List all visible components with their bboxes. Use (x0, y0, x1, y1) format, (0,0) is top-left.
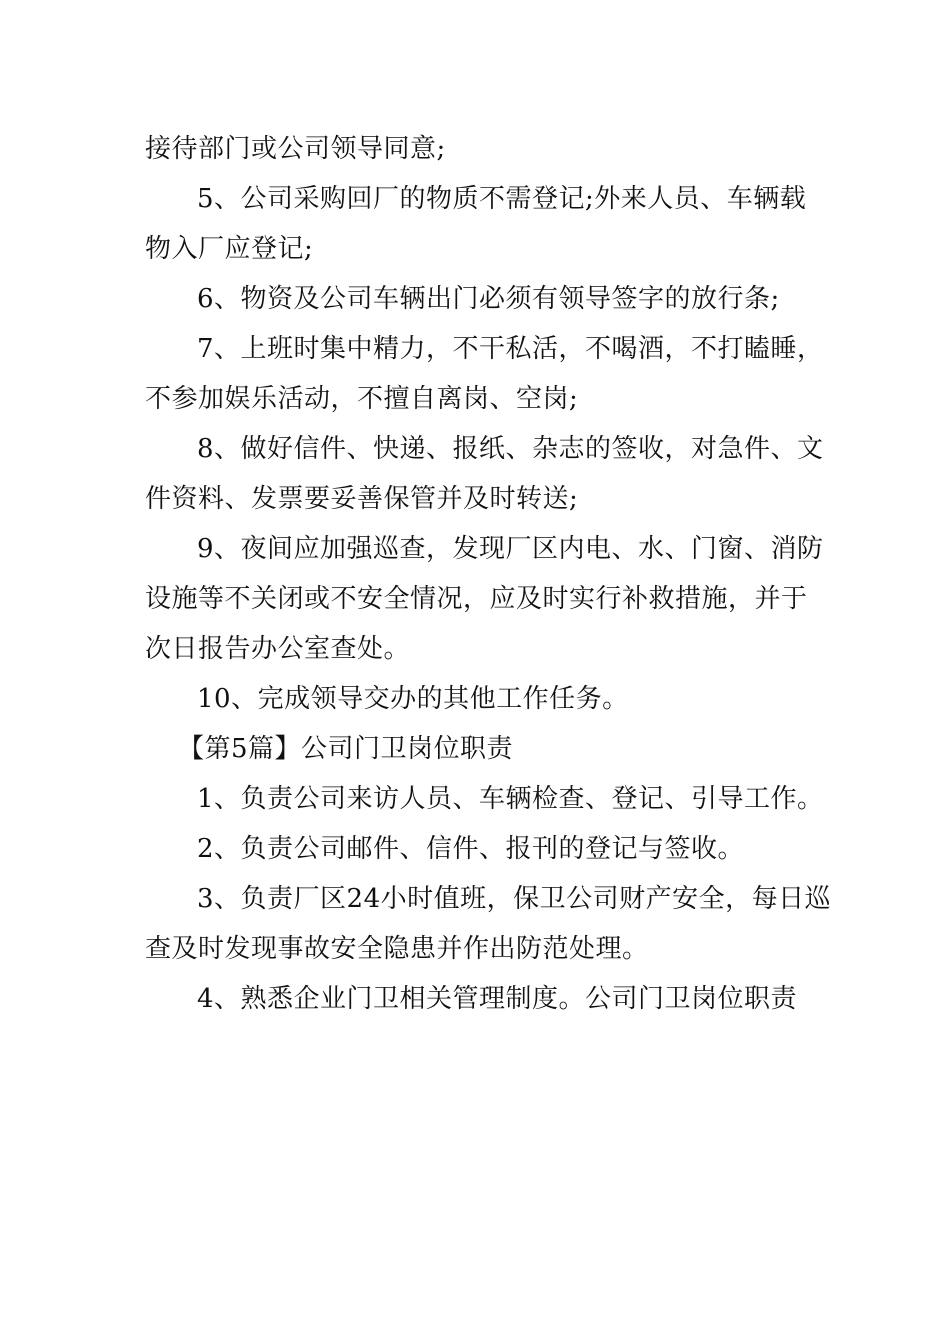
text-line: 6、物资及公司车辆出门必须有领导签字的放行条; (197, 284, 780, 314)
text-line: 次日报告办公室查处。 (145, 634, 411, 664)
text-line: 接待部门或公司领导同意; (145, 134, 446, 164)
text-line: 设施等不关闭或不安全情况，应及时实行补救措施，并于 (145, 584, 808, 614)
text-line: 5、公司采购回厂的物质不需登记;外来人员、车辆载 (197, 184, 807, 214)
text-line: 不参加娱乐活动，不擅自离岗、空岗; (145, 384, 579, 414)
text-line: 10、完成领导交办的其他工作任务。 (197, 684, 629, 714)
text-line: 8、做好信件、快递、报纸、杂志的签收，对急件、文 (197, 434, 824, 464)
text-line: 1、负责公司来访人员、车辆检查、登记、引导工作。 (197, 784, 824, 814)
text-line: 查及时发现事故安全隐患并作出防范处理。 (145, 934, 649, 964)
text-line: 3、负责厂区24小时值班，保卫公司财产安全，每日巡 (197, 884, 832, 914)
text-line: 7、上班时集中精力，不干私活，不喝酒，不打瞌睡， (197, 334, 824, 364)
text-line: 2、负责公司邮件、信件、报刊的登记与签收。 (197, 834, 745, 864)
text-line: 9、夜间应加强巡查，发现厂区内电、水、门窗、消防 (197, 534, 824, 564)
text-line: 物入厂应登记; (145, 234, 314, 264)
text-line: 4、熟悉企业门卫相关管理制度。公司门卫岗位职责 (197, 984, 798, 1014)
section-heading: 【第5篇】公司门卫岗位职责 (178, 734, 514, 764)
text-line: 件资料、发票要妥善保管并及时转送; (145, 484, 579, 514)
